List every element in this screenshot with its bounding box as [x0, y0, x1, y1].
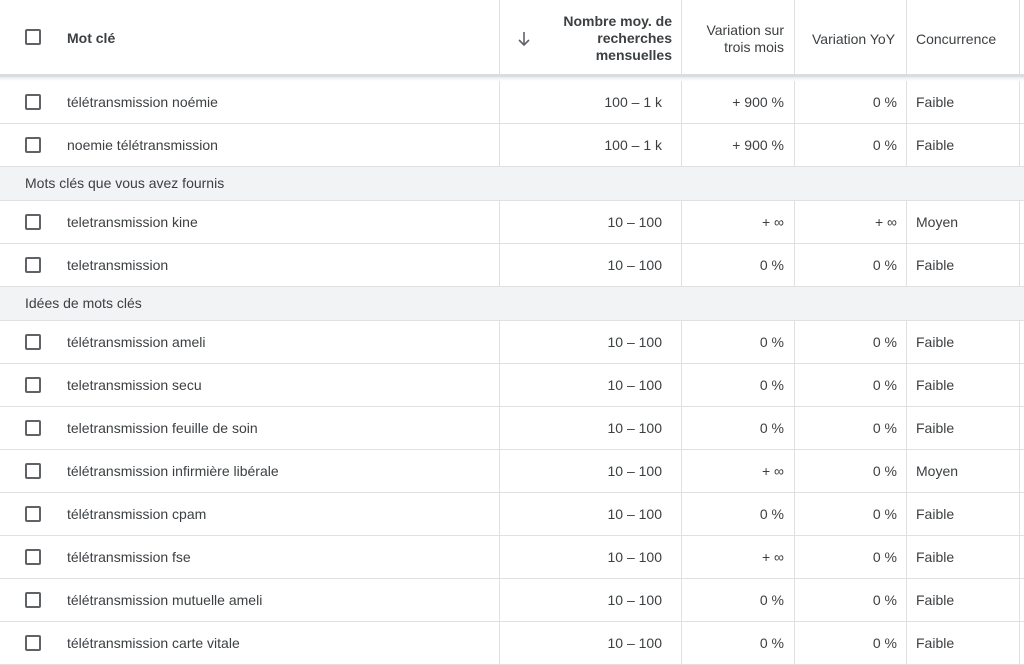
yoy-cell: 0 %	[872, 377, 897, 393]
col-divider	[1019, 407, 1020, 449]
col-divider	[794, 579, 795, 621]
row-checkbox[interactable]	[25, 549, 41, 565]
col-divider	[906, 407, 907, 449]
yoy-cell: 0 %	[872, 137, 897, 153]
col-divider	[499, 81, 500, 123]
table-row	[0, 450, 1024, 493]
header-competition[interactable]: Concurrence	[916, 31, 997, 47]
table-row	[0, 622, 1024, 665]
header-avg-searches-line2: recherches	[597, 30, 672, 46]
searches-cell: 10 – 100	[607, 377, 662, 393]
table-row	[0, 579, 1024, 622]
keyword-cell: télétransmission infirmière libérale	[67, 463, 279, 479]
three-month-cell: 0 %	[759, 257, 784, 273]
group-label: Mots clés que vous avez fournis	[25, 175, 225, 191]
col-divider	[906, 124, 907, 166]
competition-cell: Faible	[916, 592, 955, 608]
col-divider	[681, 407, 682, 449]
competition-cell: Moyen	[916, 463, 959, 479]
col-divider	[681, 201, 682, 243]
three-month-cell: + ∞	[761, 549, 784, 565]
keyword-cell: teletransmission secu	[67, 377, 202, 393]
three-month-cell: + 900 %	[732, 137, 784, 153]
row-checkbox[interactable]	[25, 94, 41, 110]
col-divider	[499, 364, 500, 406]
col-divider	[499, 450, 500, 492]
three-month-cell: + ∞	[761, 463, 784, 479]
col-divider	[1019, 579, 1020, 621]
keyword-cell: noemie télétransmission	[67, 137, 218, 153]
searches-cell: 10 – 100	[607, 334, 662, 350]
keyword-cell: teletransmission	[67, 257, 169, 273]
row-checkbox[interactable]	[25, 377, 41, 393]
col-divider	[794, 407, 795, 449]
col-divider	[906, 244, 907, 286]
yoy-cell: 0 %	[872, 463, 897, 479]
three-month-cell: 0 %	[759, 334, 784, 350]
col-divider	[1019, 244, 1020, 286]
col-divider	[794, 201, 795, 243]
group-label: Idées de mots clés	[25, 295, 142, 311]
table-row	[0, 81, 1024, 124]
col-divider	[499, 0, 500, 74]
col-divider	[499, 321, 500, 363]
row-checkbox[interactable]	[25, 137, 41, 153]
yoy-cell: 0 %	[872, 257, 897, 273]
keyword-cell: télétransmission noémie	[67, 94, 218, 110]
col-divider	[794, 493, 795, 535]
searches-cell: 10 – 100	[607, 463, 662, 479]
three-month-cell: 0 %	[759, 635, 784, 651]
col-divider	[906, 579, 907, 621]
col-divider	[906, 536, 907, 578]
col-divider	[906, 201, 907, 243]
competition-cell: Faible	[916, 94, 955, 110]
keyword-cell: teletransmission kine	[67, 214, 198, 230]
competition-cell: Faible	[916, 334, 955, 350]
col-divider	[1019, 450, 1020, 492]
keyword-cell: télétransmission mutuelle ameli	[67, 592, 263, 608]
col-divider	[794, 124, 795, 166]
col-divider	[681, 81, 682, 123]
col-divider	[681, 493, 682, 535]
row-checkbox[interactable]	[25, 592, 41, 608]
searches-cell: 10 – 100	[607, 257, 662, 273]
keyword-cell: télétransmission ameli	[67, 334, 206, 350]
col-divider	[794, 536, 795, 578]
header-three-month-line1: Variation sur	[706, 22, 784, 38]
table-row	[0, 124, 1024, 167]
row-checkbox[interactable]	[25, 420, 41, 436]
group-header-keyword-ideas	[0, 287, 1024, 321]
yoy-cell: 0 %	[872, 506, 897, 522]
col-divider	[1019, 81, 1020, 123]
col-divider	[906, 81, 907, 123]
col-divider	[499, 493, 500, 535]
col-divider	[499, 579, 500, 621]
header-avg-searches-line1: Nombre moy. de	[563, 13, 672, 29]
col-divider	[906, 493, 907, 535]
col-divider	[1019, 321, 1020, 363]
col-divider	[1019, 124, 1020, 166]
three-month-cell: 0 %	[759, 377, 784, 393]
competition-cell: Faible	[916, 506, 955, 522]
col-divider	[1019, 536, 1020, 578]
competition-cell: Faible	[916, 420, 955, 436]
competition-cell: Moyen	[916, 214, 959, 230]
col-divider	[499, 124, 500, 166]
three-month-cell: 0 %	[759, 592, 784, 608]
col-divider	[681, 244, 682, 286]
table-row	[0, 493, 1024, 536]
col-divider	[906, 321, 907, 363]
col-divider	[681, 450, 682, 492]
yoy-cell: 0 %	[872, 635, 897, 651]
table-row	[0, 407, 1024, 450]
competition-cell: Faible	[916, 137, 955, 153]
searches-cell: 10 – 100	[607, 592, 662, 608]
header-avg-searches[interactable]	[563, 13, 672, 64]
col-divider	[499, 536, 500, 578]
col-divider	[794, 622, 795, 664]
col-divider	[1019, 0, 1020, 74]
col-divider	[499, 244, 500, 286]
yoy-cell: 0 %	[872, 592, 897, 608]
col-divider	[794, 0, 795, 74]
col-divider	[794, 81, 795, 123]
competition-cell: Faible	[916, 635, 955, 651]
header-three-month-line2: trois mois	[724, 39, 784, 55]
col-divider	[681, 536, 682, 578]
three-month-cell: 0 %	[759, 506, 784, 522]
three-month-cell: 0 %	[759, 420, 784, 436]
searches-cell: 100 – 1 k	[604, 137, 662, 153]
searches-cell: 10 – 100	[607, 420, 662, 436]
yoy-cell: 0 %	[872, 334, 897, 350]
competition-cell: Faible	[916, 257, 955, 273]
group-header-provided-keywords	[0, 167, 1024, 201]
row-checkbox[interactable]	[25, 463, 41, 479]
col-divider	[499, 407, 500, 449]
yoy-cell: 0 %	[872, 549, 897, 565]
table-row	[0, 201, 1024, 244]
keyword-cell: télétransmission fse	[67, 549, 191, 565]
competition-cell: Faible	[916, 377, 955, 393]
row-checkbox[interactable]	[25, 214, 41, 230]
table-row	[0, 244, 1024, 287]
yoy-cell: 0 %	[872, 420, 897, 436]
three-month-cell: + 900 %	[732, 94, 784, 110]
searches-cell: 10 – 100	[607, 549, 662, 565]
col-divider	[681, 321, 682, 363]
col-divider	[1019, 364, 1020, 406]
col-divider	[906, 364, 907, 406]
header-avg-searches-line3: mensuelles	[595, 47, 672, 63]
row-checkbox[interactable]	[25, 635, 41, 651]
yoy-cell: + ∞	[874, 214, 897, 230]
three-month-cell: + ∞	[761, 214, 784, 230]
searches-cell: 100 – 1 k	[604, 94, 662, 110]
table-row	[0, 364, 1024, 407]
col-divider	[499, 622, 500, 664]
competition-cell: Faible	[916, 549, 955, 565]
col-divider	[794, 450, 795, 492]
table-row	[0, 321, 1024, 364]
searches-cell: 10 – 100	[607, 506, 662, 522]
col-divider	[1019, 493, 1020, 535]
col-divider	[794, 364, 795, 406]
table-row	[0, 536, 1024, 579]
col-divider	[906, 622, 907, 664]
col-divider	[794, 321, 795, 363]
col-divider	[681, 0, 682, 74]
keyword-cell: télétransmission cpam	[67, 506, 207, 522]
col-divider	[681, 124, 682, 166]
table-header	[0, 0, 1024, 77]
keyword-cell: télétransmission carte vitale	[67, 635, 240, 651]
header-three-month[interactable]	[706, 22, 784, 56]
col-divider	[906, 450, 907, 492]
col-divider	[1019, 201, 1020, 243]
header-keyword[interactable]: Mot clé	[67, 30, 116, 46]
yoy-cell: 0 %	[872, 94, 897, 110]
col-divider	[794, 244, 795, 286]
col-divider	[499, 201, 500, 243]
col-divider	[1019, 622, 1020, 664]
arrow-down-icon[interactable]	[516, 30, 532, 48]
keyword-cell: teletransmission feuille de soin	[67, 420, 258, 436]
searches-cell: 10 – 100	[607, 214, 662, 230]
col-divider	[906, 0, 907, 74]
select-all-checkbox[interactable]	[25, 29, 41, 45]
col-divider	[681, 579, 682, 621]
row-checkbox[interactable]	[25, 257, 41, 273]
header-yoy[interactable]: Variation YoY	[812, 31, 896, 47]
col-divider	[681, 364, 682, 406]
col-divider	[681, 622, 682, 664]
row-checkbox[interactable]	[25, 334, 41, 350]
row-checkbox[interactable]	[25, 506, 41, 522]
searches-cell: 10 – 100	[607, 635, 662, 651]
